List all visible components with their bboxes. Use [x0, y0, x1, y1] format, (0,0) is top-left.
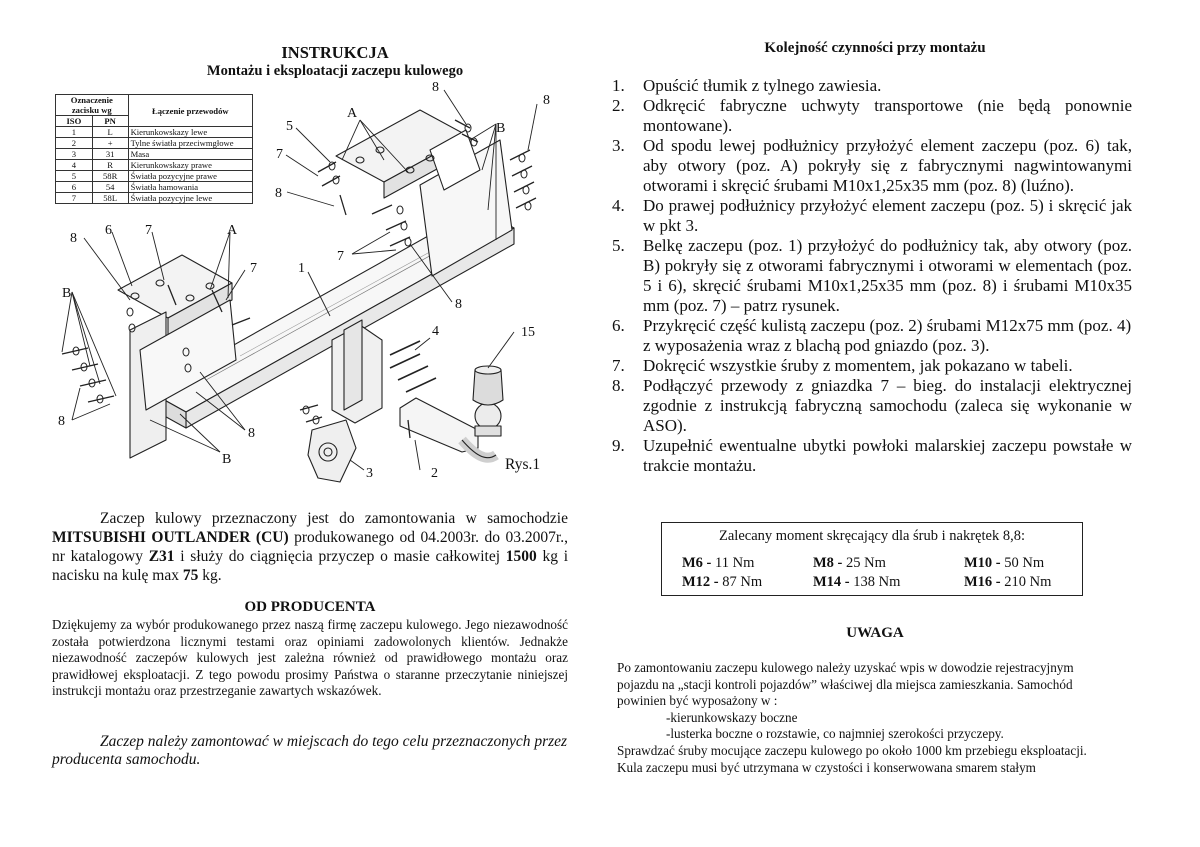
label-a-top: A — [347, 106, 358, 121]
left-bracket-part — [118, 255, 236, 458]
step-text: Przykręcić część kulistą zaczepu (poz. 2) śrubami M12x75 mm (poz. 4) — [643, 316, 1132, 335]
list-item — [612, 316, 1132, 356]
label-b-right: B — [496, 121, 506, 136]
warning-line: -lusterka boczne o rozstawie, co najmniej szerokości przyczepy. — [666, 726, 1004, 742]
wiring-label: Masa — [128, 149, 252, 160]
intro-paragraph — [52, 509, 568, 585]
tow-ball-part — [400, 398, 501, 458]
torque-size: M16 - — [964, 574, 1001, 590]
step-text: Opuścić tłumik z tylnego zawiesia. — [643, 76, 882, 95]
assembly-drawing — [0, 0, 600, 500]
label-n15: 15 — [521, 325, 535, 340]
producer-text: Dziękujemy za wybór produkowanego przez naszą firmę zaczepu kulowego. Jego niezawodność została potwierdzona licznymi testami oraz opiniami zadowolonych klientów. Jednakże niezawodność zaczepów kulowych jest zależna również od prawidłowego montażu oraz prawidłowej eksploatacji. Z tego powodu prosimy Państwa o staranne przeczytanie niniejszej instrukcji montażu oraz przestrzeganie zawartych wskazówek. — [52, 617, 568, 699]
wiring-pn: 54 — [92, 182, 128, 193]
assembly-steps — [612, 76, 1132, 476]
wiring-pn: 31 — [92, 149, 128, 160]
torque-item — [964, 573, 1072, 591]
list-item — [612, 136, 1132, 196]
warning-line: -kierunkowskazy boczne — [666, 709, 798, 725]
intro-text-1: Zaczep kulowy przeznaczony jest do zamontowania w samochodzie — [100, 510, 568, 527]
step-number: 2. — [612, 96, 625, 115]
ball-cover-part — [473, 366, 503, 405]
wiring-pn: + — [92, 138, 128, 149]
label-n8-midleft: 8 — [275, 186, 282, 201]
warning-line: Kula zaczepu musi być utrzymana w czystości i konserwowana smarem stałym — [617, 759, 1036, 775]
wiring-label: Światła pozycyjne lewe — [128, 193, 252, 204]
label-a-mid: A — [227, 223, 238, 238]
torque-value: 210 Nm — [1004, 574, 1052, 590]
label-n8-center: 8 — [455, 297, 462, 312]
wiring-pn: 58L — [92, 193, 128, 204]
label-n3: 3 — [366, 466, 373, 481]
intro-text-2: produkowanego od 04.2003r. do 03.2007r., nr katalogowy — [52, 529, 568, 565]
wiring-header-connection: Łączenie przewodów — [128, 95, 252, 127]
warning-line: powinien być wyposażony w : — [617, 693, 778, 709]
torque-value: 11 Nm — [715, 555, 755, 571]
car-model: MITSUBISHI OUTLANDER (CU) — [52, 529, 289, 546]
warning-line: pojazdu na „stacji kontroli pojazdów” właściwej dla miejsca zamieszkania. Samochód — [617, 676, 1073, 692]
wiring-col-iso: ISO — [56, 116, 93, 127]
label-n1: 1 — [298, 261, 305, 276]
step-text: Podłączyć przewody z gniazdka 7 – bieg. do instalacji elektrycznej zgodnie z instrukcją fabryczną samochodu (zaleca się wykonanie w ASO). — [643, 376, 1132, 435]
step-text: Do prawej podłużnicy przyłożyć element zaczepu (poz. 5) i skręcić jak w pkt 3. — [643, 196, 1132, 235]
torque-item — [813, 573, 964, 591]
torque-size: M12 - — [682, 574, 719, 590]
step-text-extra: z wyposażenia wraz z blachą pod gniazdo (poz. 3). — [643, 336, 990, 355]
list-item — [612, 76, 1132, 96]
label-n4: 4 — [432, 324, 439, 339]
torque-item — [964, 554, 1072, 572]
wiring-label: Kierunkowskazy lewe — [128, 127, 252, 138]
label-n2: 2 — [431, 466, 438, 481]
step-text: Odkręcić fabryczne uchwyty transportowe (nie będą ponownie montowane). — [643, 96, 1132, 135]
step-number: 9. — [612, 436, 625, 455]
step-number: 7. — [612, 356, 625, 375]
torque-item — [682, 554, 813, 572]
warning-line: Po zamontowaniu zaczepu kulowego należy uzyskać wpis w dowodzie rejestracyjnym — [617, 660, 1074, 675]
step-number: 3. — [612, 136, 625, 155]
catalog-number: Z31 — [148, 548, 175, 565]
mount-plate-part — [332, 320, 382, 423]
warning-heading: UWAGA — [846, 625, 904, 641]
wiring-pn: L — [92, 127, 128, 138]
label-b-left: B — [62, 286, 72, 301]
intro-text-5: kg. — [202, 567, 222, 584]
ball-load: 75 — [182, 567, 199, 584]
torque-table — [661, 522, 1083, 596]
wiring-pn: 58R — [92, 171, 128, 182]
label-n5: 5 — [286, 119, 293, 134]
list-item — [612, 96, 1132, 136]
trailer-mass: 1500 — [505, 548, 537, 565]
step-number: 4. — [612, 196, 625, 215]
wiring-label: Kierunkowskazy prawe — [128, 160, 252, 171]
mounting-note: Zaczep należy zamontować w miejscach do tego celu przeznaczonych przez producenta samochodu. — [52, 733, 568, 768]
list-item — [612, 196, 1132, 236]
wiring-iso: 1 — [56, 127, 93, 138]
warning-text — [617, 660, 1157, 776]
wiring-label: Światła hamowania — [128, 182, 252, 193]
step-text: Dokręcić wszystkie śruby z momentem, jak pokazano w tabeli. — [643, 356, 1073, 375]
step-number: 8. — [612, 376, 625, 395]
page-title: INSTRUKCJA — [281, 43, 389, 62]
intro-text-3: i służy do ciągnięcia przyczep o masie całkowitej — [180, 548, 501, 565]
step-text: Belkę zaczepu (poz. 1) przyłożyć do podłużnicy tak, aby otwory (poz. B) pokryły się z otworami fabrycznymi i otworami w elementach (poz. 5 i 6), skręcić śrubami M10x1,25x35 mm (poz. 8) i śrubami M10x35 mm (poz. 7) – patrz rysunek. — [643, 236, 1132, 315]
torque-size: M10 - — [964, 555, 1001, 571]
label-n8-bottomleft: 8 — [58, 414, 65, 429]
label-n8-left: 8 — [70, 231, 77, 246]
step-number: 6. — [612, 316, 625, 335]
wiring-iso: 3 — [56, 149, 93, 160]
label-n7-left: 7 — [276, 147, 283, 162]
wiring-iso: 7 — [56, 193, 93, 204]
wiring-iso: 6 — [56, 182, 93, 193]
label-n8-bottom: 8 — [248, 426, 255, 441]
step-number: 5. — [612, 236, 625, 255]
wiring-iso: 4 — [56, 160, 93, 171]
torque-value: 138 Nm — [853, 574, 901, 590]
wiring-label: Światła pozycyjne prawe — [128, 171, 252, 182]
step-text: Od spodu lewej podłużnicy przyłożyć element zaczepu (poz. 6) tak, aby otwory (poz. A) pokryły się z fabrycznymi nagwintowanymi otworami i skręcić śrubami M10x1,25x35 mm (poz. 8) (luźno). — [643, 136, 1132, 195]
torque-title: Zalecany moment skręcający dla śrub i nakrętek 8,8: — [719, 528, 1025, 544]
label-n6: 6 — [105, 223, 112, 238]
torque-size: M8 - — [813, 555, 843, 571]
steps-heading: Kolejność czynności przy montażu — [764, 40, 986, 56]
page-subtitle: Montażu i eksploatacji zaczepu kulowego — [206, 63, 464, 79]
figure-caption: Rys.1 — [505, 456, 541, 473]
torque-value: 50 Nm — [1004, 555, 1045, 571]
wiring-iso: 2 — [56, 138, 93, 149]
producer-heading: OD PRODUCENTA — [244, 599, 376, 615]
step-number: 1. — [612, 76, 625, 95]
warning-line: Sprawdzać śruby mocujące zaczepu kulowego po około 1000 km przebiegu eksploatacji. — [617, 742, 1087, 758]
torque-item — [682, 573, 813, 591]
list-item — [612, 376, 1132, 436]
bolt-set-4 — [390, 341, 436, 392]
label-n7-mid: 7 — [145, 223, 152, 238]
socket-plate-part — [308, 420, 356, 482]
list-item — [612, 436, 1132, 476]
label-b-bottom: B — [222, 452, 232, 467]
torque-size: M14 - — [813, 574, 850, 590]
wiring-label: Tylne światła przeciwmgłowe — [128, 138, 252, 149]
torque-size: M6 - — [682, 555, 712, 571]
torque-value: 25 Nm — [846, 555, 886, 571]
wiring-col-pn: PN — [92, 116, 128, 127]
torque-item — [813, 554, 964, 572]
label-n8-topright: 8 — [543, 93, 550, 108]
label-n7-center: 7 — [337, 249, 344, 264]
label-n7-right: 7 — [250, 261, 257, 276]
list-item — [612, 356, 1132, 376]
list-item — [612, 236, 1132, 316]
step-text: Uzupełnić ewentualne ubytki powłoki malarskiej zaczepu powstałe w trakcie montażu. — [643, 436, 1132, 475]
intro-text-4: kg i nacisku na kulę max — [52, 548, 569, 584]
wiring-header-designation: Oznaczenie zacisku wg — [56, 95, 129, 116]
wiring-iso: 5 — [56, 171, 93, 182]
label-n8-top: 8 — [432, 80, 439, 95]
torque-value: 87 Nm — [722, 574, 763, 590]
wiring-pn: R — [92, 160, 128, 171]
